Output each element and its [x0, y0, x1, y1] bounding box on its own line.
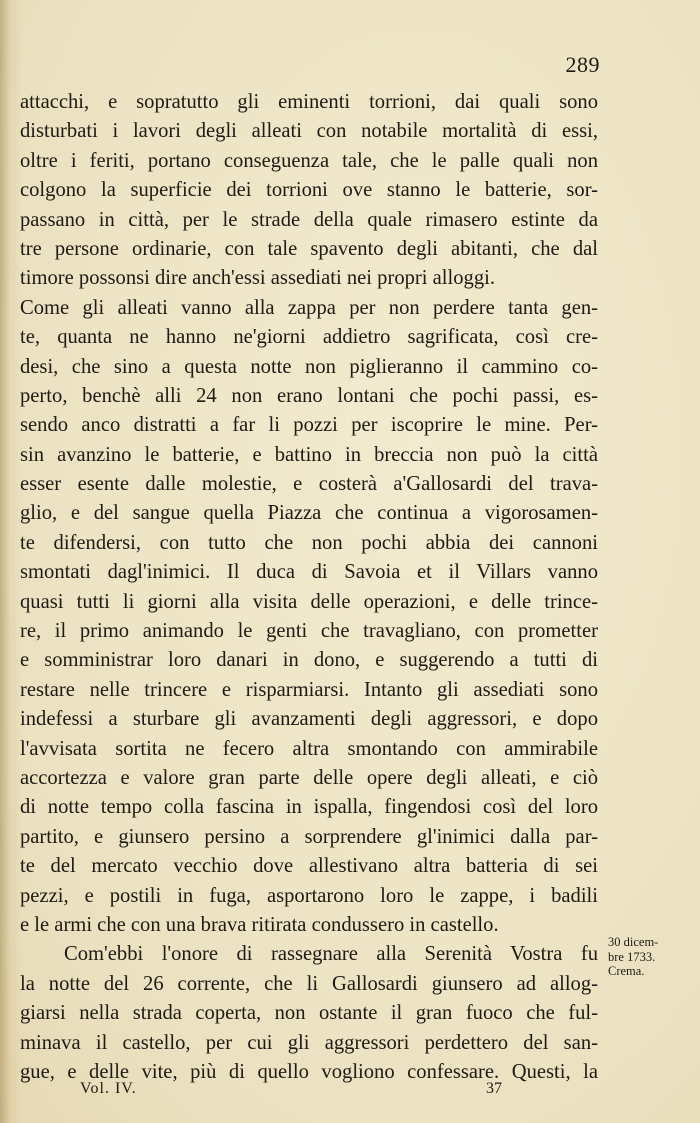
text-line: oltre i feriti, portano conseguenza tale, che le palle quali non	[20, 149, 598, 172]
text-line: giarsi nella strada coperta, non ostante il gran fuoco che ful-	[20, 1002, 598, 1025]
text-line: partito, e giunsero persino a sorprendere gl'inimici dalla par-	[20, 825, 598, 848]
text-line: attacchi, e sopratutto gli eminenti torrioni, dai quali sono	[20, 91, 598, 113]
text-line: smontati dagl'inimici. Il duca di Savoia et il Villars vanno	[20, 561, 598, 584]
text-line: indefessi a sturbare gli avanzamenti degli aggressori, e dopo	[20, 708, 598, 731]
text-line: re, il primo animando le genti che travagliano, con prometter	[20, 620, 598, 643]
text-line: timore possonsi dire anch'essi assediati nei propri alloggi.	[20, 267, 495, 290]
text-line: disturbati i lavori degli alleati con notabile mortalità di essi,	[20, 120, 598, 143]
text-line: perto, benchè alli 24 non erano lontani che pochi passi, es-	[20, 384, 598, 407]
volume-signature: Vol. IV.	[80, 1080, 137, 1097]
text-line: l'avvisata sortita ne fecero altra smontando con ammirabile	[20, 737, 598, 760]
text-line: restare nelle trincere e risparmiarsi. Intanto gli assediati sono	[20, 678, 598, 701]
text-line: te, quanta ne hanno ne'giorni addietro sagrificata, così cre-	[20, 326, 598, 349]
text-line: tre persone ordinarie, con tale spavento degli abitanti, che dal	[20, 237, 598, 260]
text-line: esser esente dalle molestie, e costerà a'Gallosardi del trava-	[20, 473, 598, 496]
signature-number: 37	[486, 1080, 502, 1097]
margin-note-place: Crema.	[608, 964, 645, 978]
text-line: e somministrar loro danari in dono, e suggerendo a tutti di	[20, 649, 598, 672]
margin-note	[608, 935, 700, 979]
text-line: quasi tutti li giorni alla visita delle operazioni, e delle trince-	[20, 590, 598, 613]
text-line: la notte del 26 corrente, che li Gallosardi giunsero ad allog-	[20, 972, 598, 995]
text-line: minava il castello, per cui gli aggressori perdettero del san-	[20, 1031, 598, 1054]
text-line: di notte tempo colla fascina in ispalla, fingendosi così del loro	[20, 796, 598, 819]
text-line: glio, e del sangue quella Piazza che continua a vigorosamen-	[20, 502, 598, 525]
margin-note-date: 30 dicem-	[608, 935, 659, 949]
text-line: te del mercato vecchio dove allestivano altra batteria di sei	[20, 855, 598, 878]
text-line: accortezza e valore gran parte delle opere degli alleati, e ciò	[20, 766, 598, 789]
text-line: e le armi che con una brava ritirata condussero in castello.	[20, 913, 499, 936]
text-line-paragraph-start: Com'ebbi l'onore di rassegnare alla Serenità Vostra fu	[64, 943, 598, 966]
text-line: Come gli alleati vanno alla zappa per non perdere tanta gen-	[20, 296, 598, 319]
text-line: pezzi, e postili in fuga, asportarono loro le zappe, i badili	[20, 884, 598, 907]
margin-note-year: bre 1733.	[608, 949, 656, 964]
text-line: te difendersi, con tutto che non pochi abbia dei cannoni	[20, 531, 598, 554]
text-line: passano in città, per le strade della quale rimasero estinte da	[20, 208, 598, 231]
text-line: sendo anco distratti a far li pozzi per iscoprire le mine. Per-	[20, 414, 598, 437]
body-text	[20, 88, 598, 1087]
text-line: gue, e delle vite, più di quello vogliono confessare. Questi, la	[20, 1060, 598, 1083]
text-line: colgono la superficie dei torrioni ove stanno le batterie, sor-	[20, 179, 598, 202]
text-line: sin avanzino le batterie, e battino in breccia non può la città	[20, 443, 598, 466]
text-line: desi, che sino a questa notte non piglieranno il cammino co-	[20, 355, 598, 378]
page-number: 289	[565, 52, 600, 77]
